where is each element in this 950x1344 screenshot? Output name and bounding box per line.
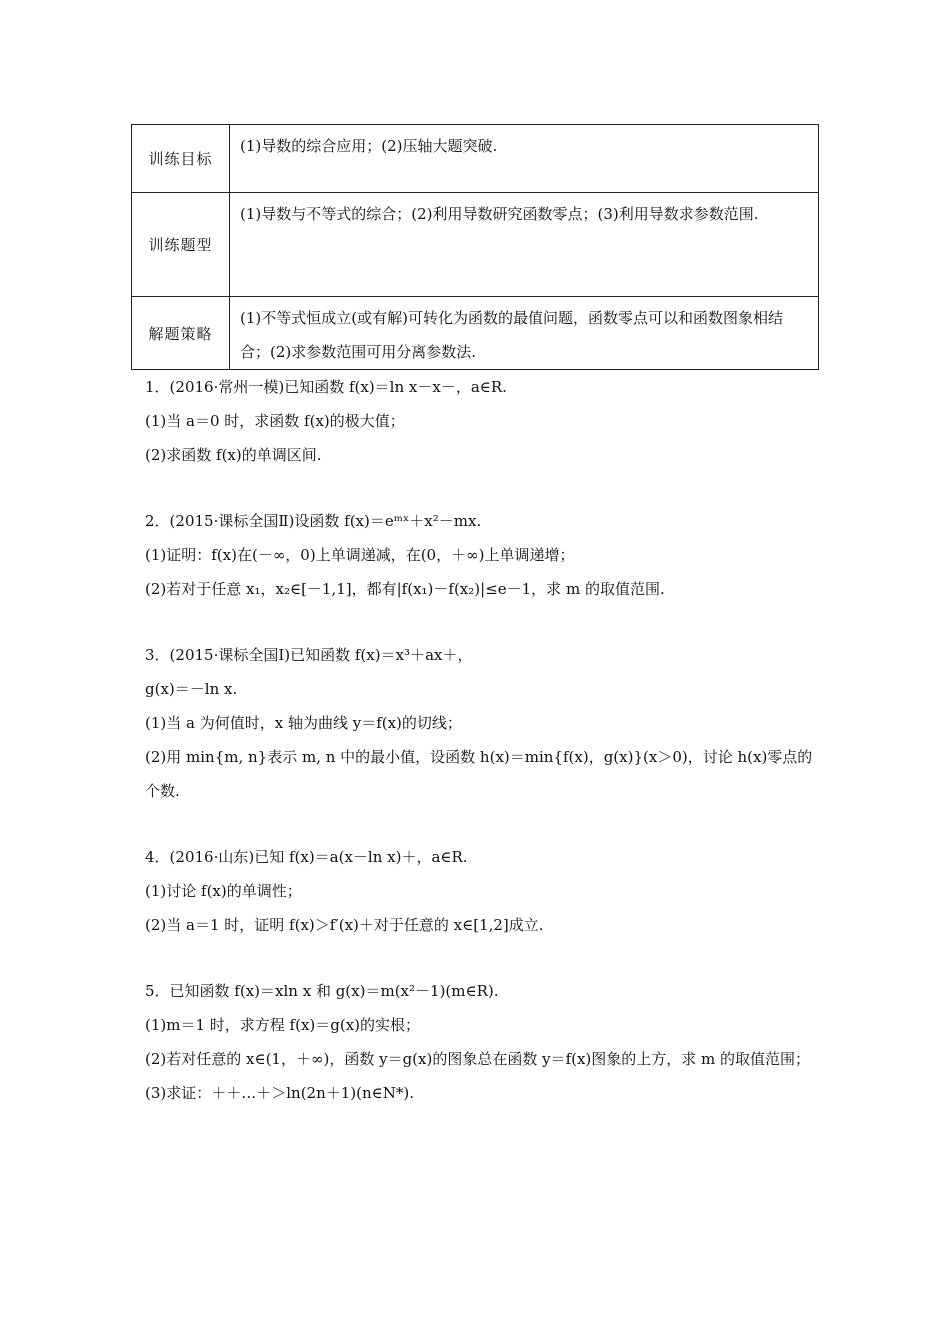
problem-line: 1．(2016·常州一模)已知函数 f(x)＝ln x－x－，a∈R. bbox=[145, 378, 507, 396]
problem-line: (2)求函数 f(x)的单调区间. bbox=[145, 446, 322, 464]
table-content: (1)不等式恒成立(或有解)可转化为函数的最值问题，函数零点可以和函数图象相结合；(2)求参数范围可用分离参数法. bbox=[230, 297, 819, 370]
problem-line: 3．(2015·课标全国Ⅰ)已知函数 f(x)＝x³＋ax＋， bbox=[145, 646, 473, 664]
table-row-target bbox=[132, 125, 819, 193]
table-label: 训练目标 bbox=[132, 125, 230, 193]
training-info-table bbox=[131, 124, 819, 370]
problem-3 bbox=[145, 638, 815, 808]
problem-line: 5．已知函数 f(x)＝xln x 和 g(x)＝m(x²－1)(m∈R). bbox=[145, 982, 499, 1000]
problem-2 bbox=[145, 504, 815, 606]
problem-line: (2)若对任意的 x∈(1，＋∞)，函数 y＝g(x)的图象总在函数 y＝f(x)图象的上方，求 m 的取值范围； bbox=[145, 1050, 811, 1068]
table-label: 解题策略 bbox=[132, 297, 230, 370]
table-row-strategy bbox=[132, 297, 819, 370]
problem-line: (2)若对于任意 x₁，x₂∈[－1,1]，都有|f(x₁)－f(x₂)|≤e－1，求 m 的取值范围. bbox=[145, 580, 665, 598]
problem-line: 2．(2015·课标全国Ⅱ)设函数 f(x)＝eᵐˣ＋x²－mx. bbox=[145, 512, 482, 530]
table-content: (1)导数与不等式的综合；(2)利用导数研究函数零点；(3)利用导数求参数范围. bbox=[230, 193, 819, 297]
table-row-types bbox=[132, 193, 819, 297]
problem-line: (1)证明：f(x)在(－∞，0)上单调递减，在(0，＋∞)上单调递增； bbox=[145, 546, 575, 564]
problem-line: (1)当 a 为何值时，x 轴为曲线 y＝f(x)的切线； bbox=[145, 714, 462, 732]
problem-line: 4．(2016·山东)已知 f(x)＝a(x－ln x)＋，a∈R. bbox=[145, 848, 468, 866]
problem-line: (1)讨论 f(x)的单调性； bbox=[145, 882, 302, 900]
problem-line: (1)m＝1 时，求方程 f(x)＝g(x)的实根； bbox=[145, 1016, 421, 1034]
table-content: (1)导数的综合应用；(2)压轴大题突破. bbox=[230, 125, 819, 193]
problem-5 bbox=[145, 974, 815, 1110]
problem-line: (1)当 a＝0 时，求函数 f(x)的极大值； bbox=[145, 412, 405, 430]
problem-line: (3)求证：＋＋…＋＞ln(2n＋1)(n∈N*). bbox=[145, 1084, 415, 1102]
problem-line: (2)用 min{m, n}表示 m, n 中的最小值，设函数 h(x)＝min{f(x)，g(x)}(x＞0)，讨论 h(x)零点的个数. bbox=[145, 748, 813, 800]
problem-1 bbox=[145, 370, 815, 472]
table-label: 训练题型 bbox=[132, 193, 230, 297]
problem-line: g(x)＝－ln x. bbox=[145, 680, 238, 698]
problem-list bbox=[145, 370, 815, 1142]
problem-line: (2)当 a＝1 时，证明 f(x)＞f′(x)＋对于任意的 x∈[1,2]成立. bbox=[145, 916, 544, 934]
problem-4 bbox=[145, 840, 815, 942]
